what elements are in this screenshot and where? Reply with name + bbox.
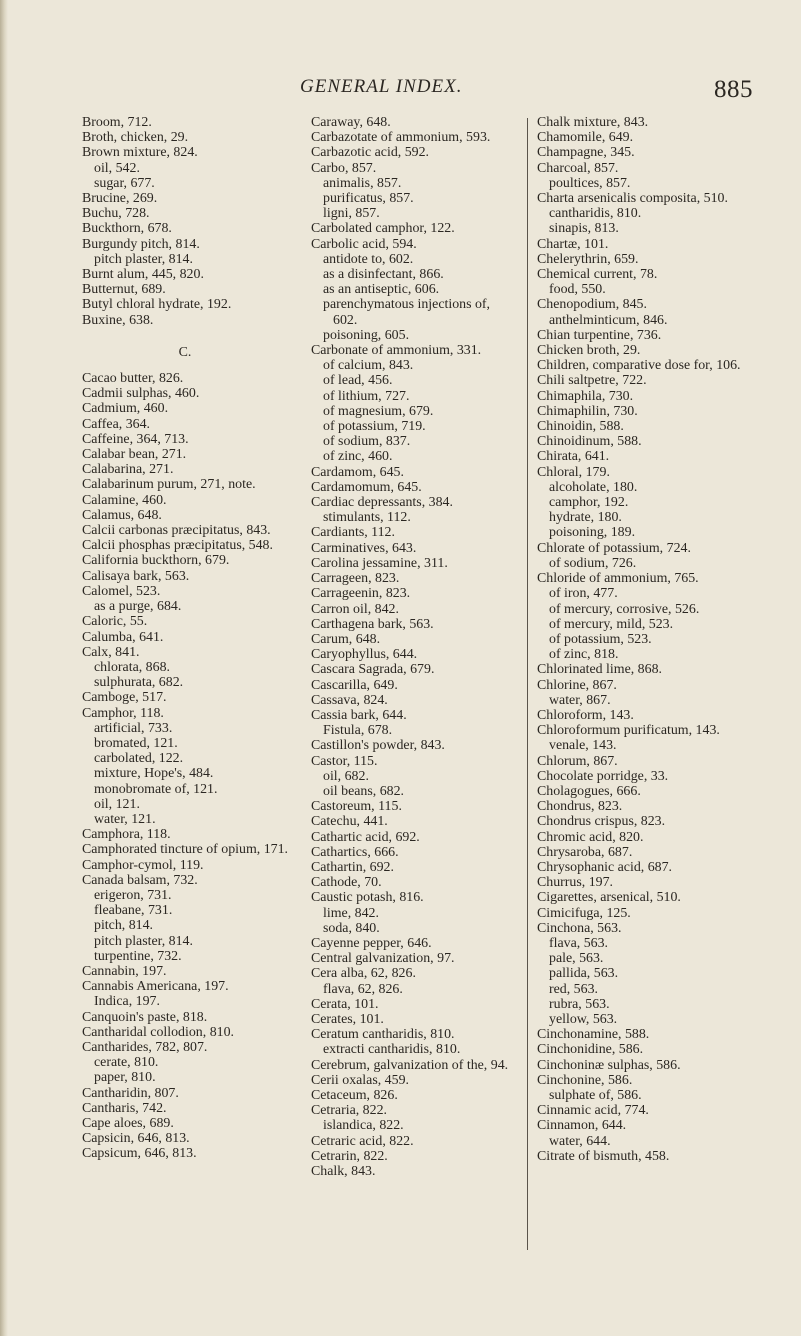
index-entry: Caryophyllus, 644. (311, 647, 418, 663)
index-subentry: of magnesium, 679. (323, 403, 434, 419)
index-entry: Buchu, 728. (82, 206, 150, 222)
index-entry: Cholagogues, 666. (537, 783, 641, 799)
index-subentry: extracti cantharidis, 810. (323, 1042, 461, 1058)
index-subentry: of mercury, corrosive, 526. (549, 601, 700, 617)
index-entry: Cardiac depressants, 384. (311, 495, 453, 511)
index-subentry: mixture, Hope's, 484. (94, 766, 214, 782)
index-entry: Broth, chicken, 29. (82, 130, 189, 146)
index-subentry: as an antiseptic, 606. (323, 282, 440, 298)
index-entry: Canada balsam, 732. (82, 872, 198, 888)
index-entry: Calomel, 523. (82, 583, 161, 599)
index-subentry: pallida, 563. (549, 966, 619, 982)
index-subentry: fleabane, 731. (94, 903, 173, 919)
index-subentry: of zinc, 460. (323, 449, 393, 465)
running-title: GENERAL INDEX. (300, 76, 463, 97)
index-subentry: water, 644. (549, 1133, 611, 1149)
index-entry: Chromic acid, 820. (537, 829, 644, 845)
index-entry: Camphorated tincture of opium, 171. (82, 842, 288, 858)
index-entry: Burnt alum, 445, 820. (82, 267, 204, 283)
index-entry: Caffea, 364. (82, 416, 151, 432)
index-column-1 (82, 115, 288, 1162)
index-entry: Chondrus, 823. (537, 799, 623, 815)
index-entry: Chloroform, 143. (537, 707, 634, 723)
index-column-3 (537, 115, 763, 1164)
index-entry: Calx, 841. (82, 644, 140, 660)
index-subentry: water, 121. (94, 811, 156, 827)
index-entry: Cantharidal collodion, 810. (82, 1024, 234, 1040)
column-divider (527, 118, 528, 1250)
index-subentry: as a disinfectant, 866. (323, 267, 444, 283)
index-entry: Camphora, 118. (82, 827, 171, 843)
index-entry: Buxine, 638. (82, 312, 154, 328)
index-entry: Carron oil, 842. (311, 601, 399, 617)
index-entry: Chamomile, 649. (537, 130, 634, 146)
index-subentry: chlorata, 868. (94, 659, 170, 675)
index-entry: Cinnamon, 644. (537, 1118, 627, 1134)
index-subentry: poisoning, 189. (549, 525, 636, 541)
index-entry: Charcoal, 857. (537, 160, 619, 176)
index-entry: Chelerythrin, 659. (537, 251, 639, 267)
index-subentry: pitch plaster, 814. (94, 933, 193, 949)
index-entry: Carthagena bark, 563. (311, 616, 434, 632)
index-entry: Brown mixture, 824. (82, 145, 198, 161)
index-subentry: monobromate of, 121. (94, 781, 218, 797)
index-entry: Butternut, 689. (82, 282, 166, 298)
index-entry: Cerates, 101. (311, 1011, 384, 1027)
index-entry: Carum, 648. (311, 631, 381, 647)
index-entry: Castoreum, 115. (311, 799, 402, 815)
index-entry: California buckthorn, 679. (82, 553, 230, 569)
index-subentry: soda, 840. (323, 920, 380, 936)
index-entry: Chondrus crispus, 823. (537, 814, 666, 830)
index-entry: Camboge, 517. (82, 690, 167, 706)
index-subentry: cerate, 810. (94, 1055, 159, 1071)
index-entry: Burgundy pitch, 814. (82, 236, 200, 252)
index-entry: Cera alba, 62, 826. (311, 966, 416, 982)
index-entry: Calamus, 648. (82, 507, 162, 523)
index-entry: Cadmii sulphas, 460. (82, 386, 200, 402)
index-entry: Cerii oxalas, 459. (311, 1072, 409, 1088)
index-entry: Cathode, 70. (311, 875, 382, 891)
index-entry: Chalk, 843. (311, 1164, 376, 1180)
index-entry: Camphor-cymol, 119. (82, 857, 204, 873)
index-entry: Cacao butter, 826. (82, 371, 184, 387)
index-entry: Cape aloes, 689. (82, 1116, 174, 1131)
index-entry: Chlorate of potassium, 724. (537, 540, 691, 556)
index-subentry: of zinc, 818. (549, 647, 619, 663)
index-entry: Canquoin's paste, 818. (82, 1009, 208, 1025)
index-subentry: bromated, 121. (94, 735, 178, 751)
index-subentry: pitch, 814. (94, 918, 154, 934)
index-subentry: stimulants, 112. (323, 510, 411, 526)
index-entry: Castor, 115. (311, 753, 378, 769)
index-subentry: water, 867. (549, 692, 611, 708)
page-number: 885 (714, 76, 753, 103)
index-entry: Capsicin, 646, 813. (82, 1131, 190, 1147)
index-entry: Capsicum, 646, 813. (82, 1146, 197, 1162)
index-entry: Cadmium, 460. (82, 401, 169, 417)
index-entry: Calabar bean, 271. (82, 447, 187, 463)
index-entry: Carrageenin, 823. (311, 586, 411, 602)
index-subentry: poisoning, 605. (323, 327, 410, 343)
index-subentry: of mercury, mild, 523. (549, 616, 674, 632)
index-subentry: sugar, 677. (94, 175, 155, 191)
index-column-2 (311, 115, 515, 1179)
page-header (0, 76, 801, 116)
index-entry: Chrysaroba, 687. (537, 844, 633, 860)
index-entry: Cinnamic acid, 774. (537, 1103, 649, 1119)
index-entry: Cascarilla, 649. (311, 677, 398, 693)
index-entry: Cardamomum, 645. (311, 479, 422, 495)
index-subentry: sinapis, 813. (549, 221, 619, 237)
index-entry: Cassia bark, 644. (311, 707, 407, 723)
index-entry: Cardamom, 645. (311, 464, 404, 480)
index-entry: Children, comparative dose for, 106. (537, 358, 741, 374)
index-entry: Cerebrum, galvanization of the, 94. (311, 1057, 509, 1073)
index-subentry: of calcium, 843. (323, 358, 414, 374)
index-entry: Cetaceum, 826. (311, 1088, 398, 1103)
index-entry: Chian turpentine, 736. (537, 327, 662, 343)
index-subentry: sulphurata, 682. (94, 675, 184, 691)
index-entry: Cantharis, 742. (82, 1100, 167, 1116)
index-entry: Cimicifuga, 125. (537, 905, 631, 921)
index-entry: Calisaya bark, 563. (82, 568, 190, 584)
index-subentry: lime, 842. (323, 905, 379, 921)
index-entry: Cayenne pepper, 646. (311, 935, 432, 951)
index-entry: Cetrarin, 822. (311, 1148, 388, 1164)
section-letter-heading: C. (178, 344, 192, 360)
index-subentry: antidote to, 602. (323, 251, 414, 267)
index-subentry: paper, 810. (94, 1070, 156, 1086)
index-subentry: rubra, 563. (549, 996, 610, 1012)
index-entry: Cerata, 101. (311, 996, 379, 1012)
index-entry: Cathartics, 666. (311, 844, 399, 860)
index-subentry: oil, 682. (323, 768, 369, 784)
index-subentry: of potassium, 523. (549, 631, 652, 647)
index-subentry: parenchymatous injections of, 602. (323, 297, 491, 328)
index-entry: Chinoidin, 588. (537, 419, 624, 435)
index-entry: Chlorine, 867. (537, 677, 617, 693)
index-entry: Chloride of ammonium, 765. (537, 571, 699, 587)
index-entry: Cassava, 824. (311, 692, 388, 708)
index-entry: Carbo, 857. (311, 160, 377, 176)
index-entry: Chicken broth, 29. (537, 343, 641, 359)
index-entry: Brucine, 269. (82, 191, 158, 207)
index-entry: Chocolate porridge, 33. (537, 768, 669, 784)
index-subentry: purificatus, 857. (323, 191, 414, 207)
index-entry: Calumba, 641. (82, 629, 164, 645)
index-entry: Cannabis Americana, 197. (82, 979, 229, 995)
index-entry: Caraway, 648. (311, 115, 391, 130)
index-subentry: of sodium, 837. (323, 434, 411, 450)
index-entry: Cinchonidine, 586. (537, 1042, 644, 1058)
index-entry: Carrageen, 823. (311, 571, 400, 587)
index-subentry: camphor, 192. (549, 495, 629, 511)
index-entry: Carbazotic acid, 592. (311, 145, 430, 161)
index-entry: Caloric, 55. (82, 614, 148, 630)
index-subentry: flava, 563. (549, 935, 609, 951)
index-subentry: food, 550. (549, 282, 606, 298)
index-entry: Cathartin, 692. (311, 859, 394, 875)
index-entry: Chinoidinum, 588. (537, 434, 642, 450)
index-subentry: pale, 563. (549, 951, 604, 967)
index-subentry: venale, 143. (549, 738, 617, 754)
index-entry: Carbazotate of ammonium, 593. (311, 130, 491, 146)
index-subentry: ligni, 857. (323, 206, 380, 222)
index-entry: Calcii carbonas præcipitatus, 843. (82, 523, 271, 539)
index-subentry: turpentine, 732. (94, 948, 182, 964)
index-entry: Champagne, 345. (537, 145, 635, 161)
index-entry: Chloroformum purificatum, 143. (537, 723, 720, 739)
index-subentry: of potassium, 719. (323, 419, 426, 435)
index-subentry: oil, 542. (94, 160, 140, 176)
index-entry: Carolina jessamine, 311. (311, 555, 448, 571)
index-entry: Cinchonamine, 588. (537, 1027, 650, 1043)
index-entry: Chalk mixture, 843. (537, 115, 649, 130)
index-entry: Calabarinum purum, 271, note. (82, 477, 256, 493)
index-entry: Cathartic acid, 692. (311, 829, 420, 845)
index-entry: Caustic potash, 816. (311, 890, 424, 906)
index-entry: Castillon's powder, 843. (311, 738, 445, 754)
index-entry: Cetraric acid, 822. (311, 1133, 414, 1149)
index-subentry: anthelminticum, 846. (549, 312, 668, 328)
page-binding-edge (0, 0, 8, 1336)
index-subentry: sulphate of, 586. (549, 1088, 642, 1103)
index-subentry: artificial, 733. (94, 720, 173, 736)
index-entry: Caffeine, 364, 713. (82, 431, 189, 447)
index-subentry: flava, 62, 826. (323, 981, 403, 997)
index-subentry: hydrate, 180. (549, 510, 622, 526)
index-entry: Chlorum, 867. (537, 753, 618, 769)
index-entry: Chartæ, 101. (537, 236, 609, 252)
index-entry: Cardiants, 112. (311, 525, 395, 541)
index-entry: Buckthorn, 678. (82, 221, 172, 237)
index-entry: Cetraria, 822. (311, 1103, 387, 1119)
index-subentry: of lithium, 727. (323, 388, 410, 404)
index-entry: Cinchonine, 586. (537, 1072, 633, 1088)
index-subentry: as a purge, 684. (94, 599, 182, 615)
index-entry: Chenopodium, 845. (537, 297, 647, 313)
index-entry: Chlorinated lime, 868. (537, 662, 662, 678)
index-entry: Carbolated camphor, 122. (311, 221, 455, 237)
index-entry: Chimaphila, 730. (537, 388, 634, 404)
index-subentry: islandica, 822. (323, 1118, 404, 1134)
index-subentry: pitch plaster, 814. (94, 251, 193, 267)
index-entry: Central galvanization, 97. (311, 951, 455, 967)
index-subentry: oil beans, 682. (323, 783, 405, 799)
index-entry: Chili saltpetre, 722. (537, 373, 647, 389)
index-entry: Churrus, 197. (537, 875, 614, 891)
index-subentry: Fistula, 678. (323, 723, 393, 739)
index-subentry: oil, 121. (94, 796, 140, 812)
index-entry: Carbonate of ammonium, 331. (311, 343, 482, 359)
index-entry: Ceratum cantharidis, 810. (311, 1027, 455, 1043)
index-subentry: of lead, 456. (323, 373, 393, 389)
index-entry: Broom, 712. (82, 115, 152, 130)
index-entry: Carminatives, 643. (311, 540, 417, 556)
index-entry: Carbolic acid, 594. (311, 236, 417, 252)
index-entry: Cinchoninæ sulphas, 586. (537, 1057, 681, 1073)
index-entry: Cantharides, 782, 807. (82, 1039, 208, 1055)
index-subentry: of iron, 477. (549, 586, 618, 602)
index-entry: Citrate of bismuth, 458. (537, 1148, 670, 1164)
index-subentry: carbolated, 122. (94, 751, 184, 767)
index-subentry: alcoholate, 180. (549, 479, 638, 495)
index-subentry: cantharidis, 810. (549, 206, 642, 222)
index-subentry: Indica, 197. (94, 994, 160, 1010)
index-entry: Cannabin, 197. (82, 963, 167, 979)
index-entry: Camphor, 118. (82, 705, 164, 721)
index-entry: Charta arsenicalis composita, 510. (537, 191, 728, 207)
index-entry: Chemical current, 78. (537, 267, 658, 283)
index-entry: Catechu, 441. (311, 814, 388, 830)
index-subentry: yellow, 563. (549, 1011, 618, 1027)
index-subentry: poultices, 857. (549, 175, 631, 191)
index-subentry: red, 563. (549, 981, 598, 997)
index-subentry: animalis, 857. (323, 175, 402, 191)
index-entry: Chrysophanic acid, 687. (537, 859, 673, 875)
index-entry: Calabarina, 271. (82, 462, 174, 478)
index-subentry: erigeron, 731. (94, 887, 172, 903)
index-entry: Chimaphilin, 730. (537, 403, 638, 419)
index-entry: Cigarettes, arsenical, 510. (537, 890, 681, 906)
index-entry: Calcii phosphas præcipitatus, 548. (82, 538, 273, 554)
index-entry: Butyl chloral hydrate, 192. (82, 297, 232, 313)
index-entry: Cascara Sagrada, 679. (311, 662, 435, 678)
index-entry: Chirata, 641. (537, 449, 610, 465)
index-entry: Cinchona, 563. (537, 920, 622, 936)
index-subentry: of sodium, 726. (549, 555, 637, 571)
index-entry: Cantharidin, 807. (82, 1085, 179, 1101)
index-entry: Chloral, 179. (537, 464, 610, 480)
index-entry: Calamine, 460. (82, 492, 167, 508)
